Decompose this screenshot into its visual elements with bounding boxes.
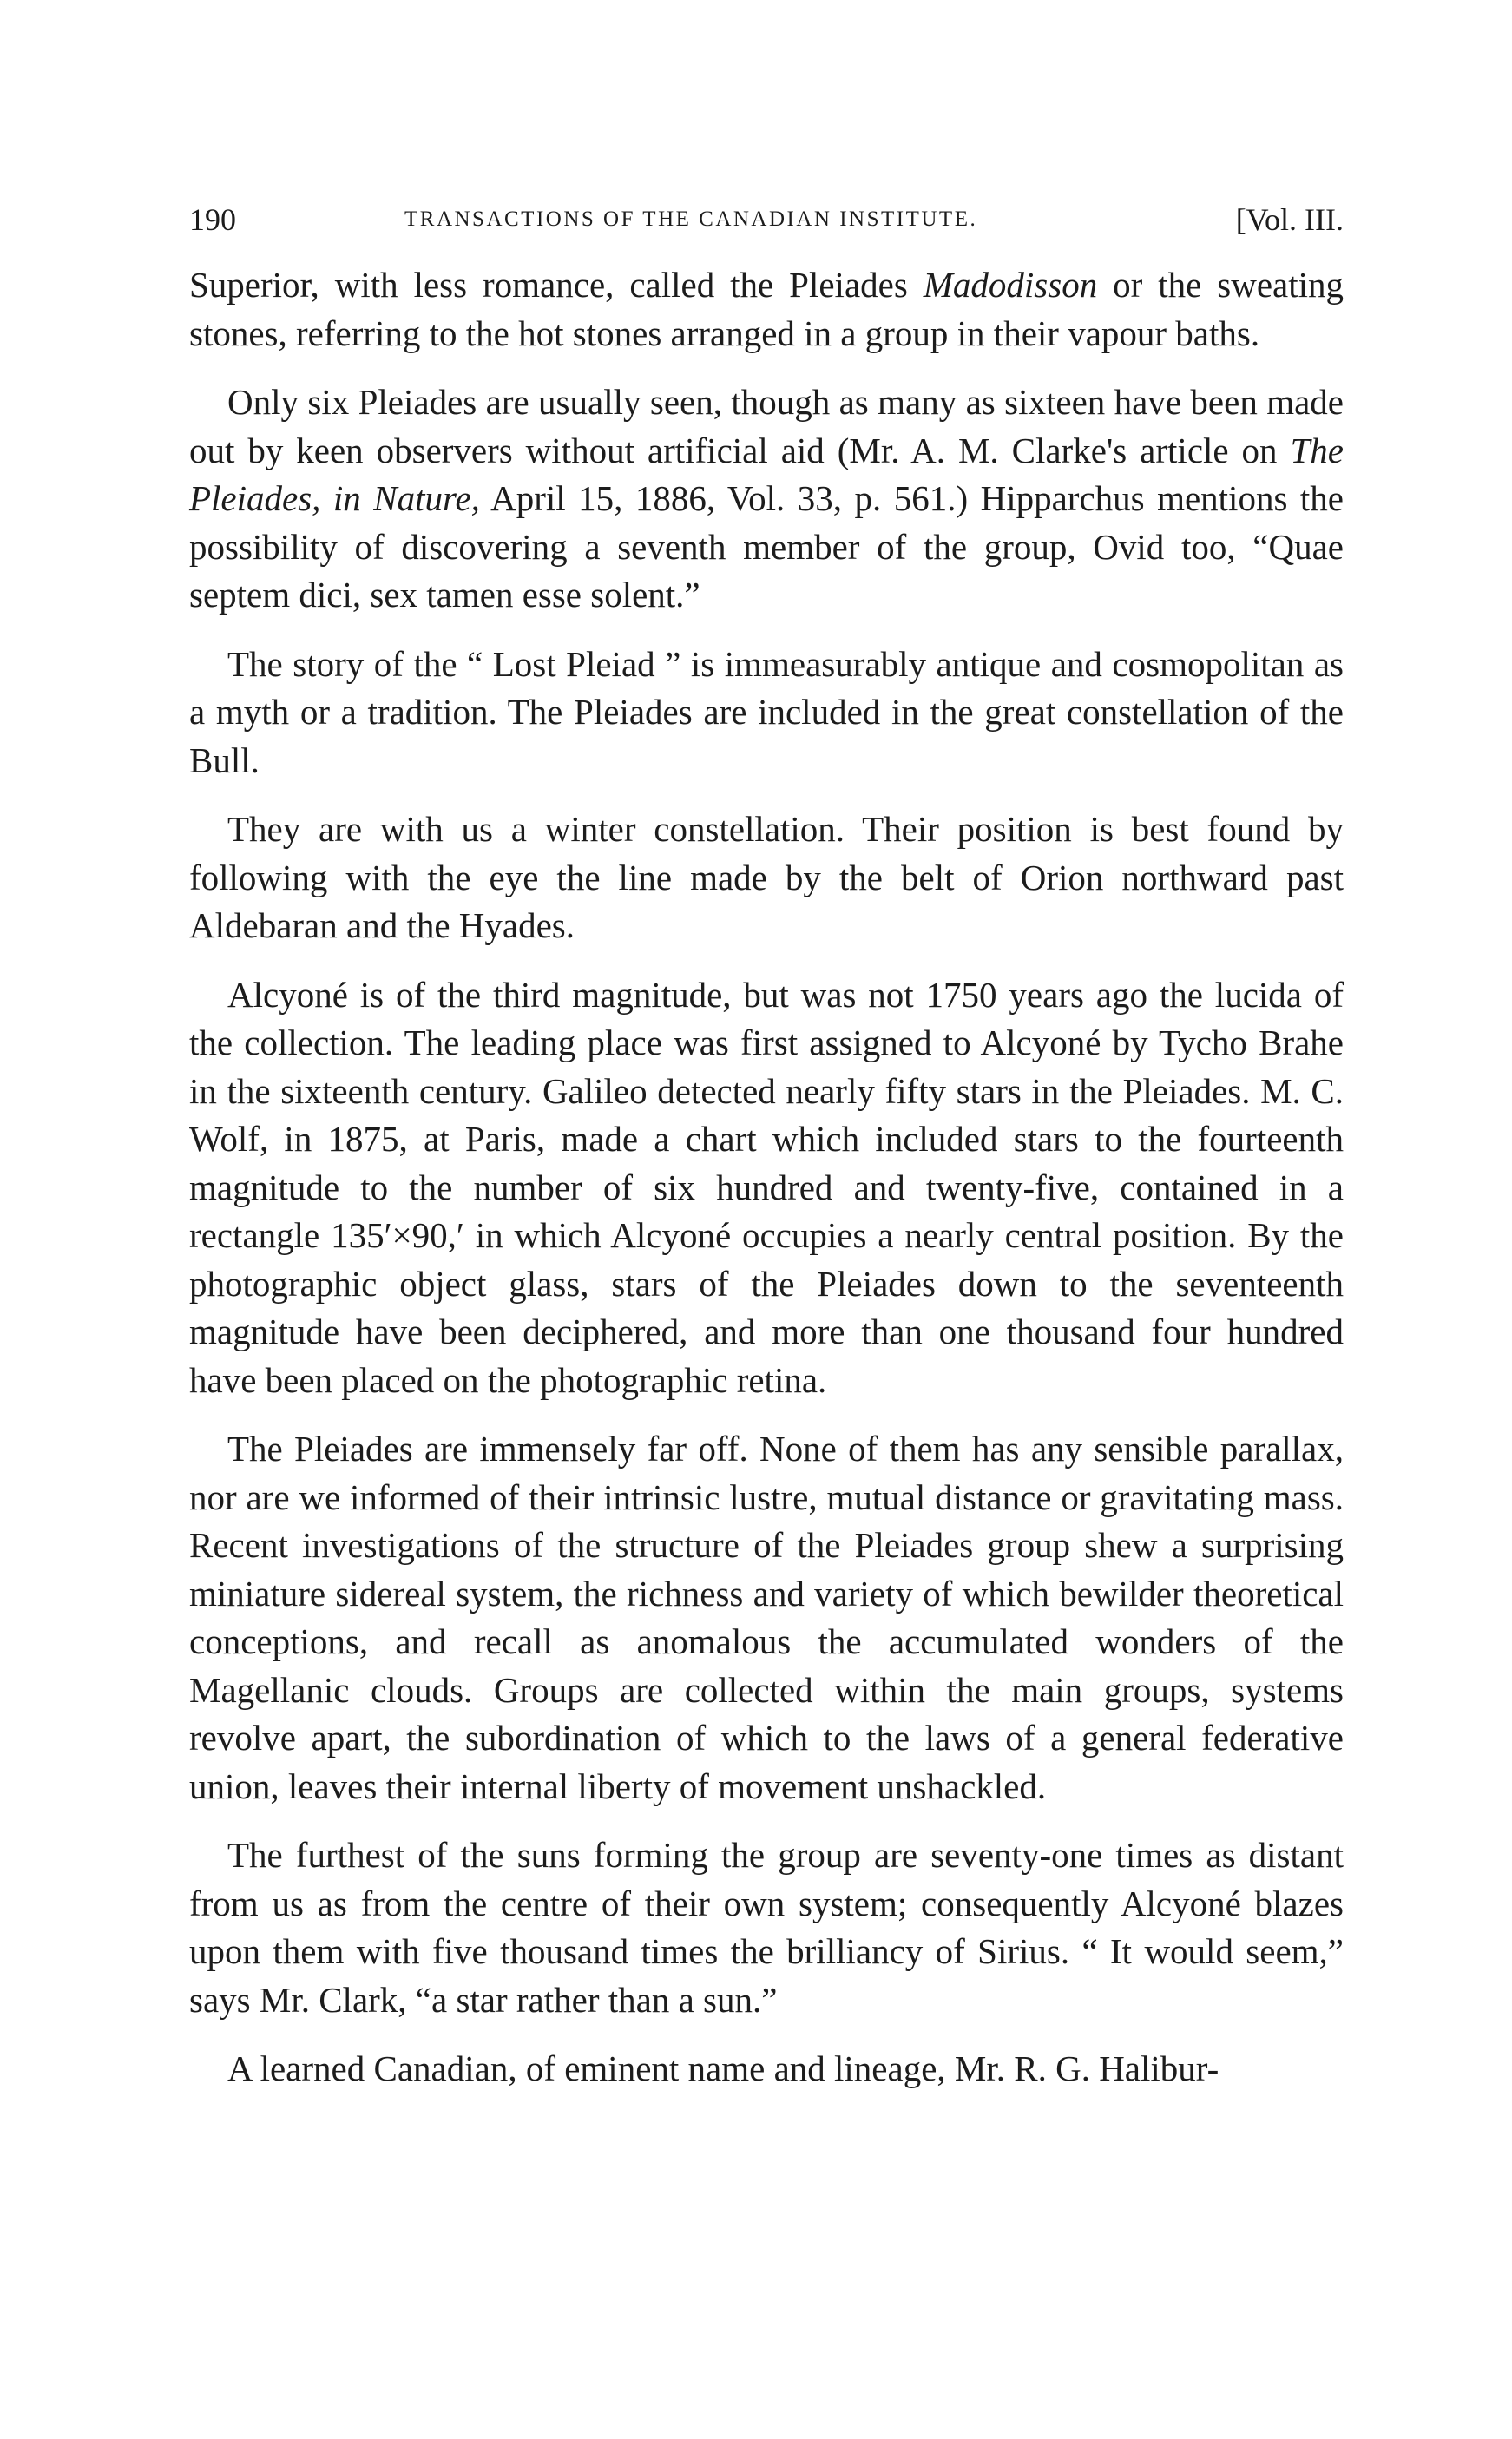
journal-title: TRANSACTIONS OF THE CANADIAN INSTITUTE. — [404, 207, 978, 231]
paragraph-2-text-a: Only six Pleiades are usually seen, though as many as sixteen have been made out by keen observers without artificial aid (Mr. A. M. Clarke's article on — [189, 382, 1344, 470]
paragraph-3: The story of the “ Lost Pleiad ” is immeasurably antique and cosmopolitan as a myth or a tradition. The Pleiades are included in the great constellation of the Bull. — [189, 643, 1344, 780]
paragraph-2-italic: The Pleiades, in Nature, — [189, 430, 1344, 518]
paragraph-8: A learned Canadian, of eminent name and lineage, Mr. R. G. Halibur- — [227, 2048, 1219, 2088]
paragraph-2-text-c: April 15, 1886, Vol. 33, p. 561.) Hipparchus mentions the possibility of discovering a seventh member of the group, Ovid too, “Quae septem dici, sex tamen esse solent.” — [189, 478, 1344, 615]
paragraph-1-text-a: Superior, with less romance, called the Pleiades — [189, 265, 924, 305]
document-page — [189, 195, 1344, 2114]
running-head — [189, 195, 1344, 244]
page-number: 190 — [189, 202, 236, 237]
paragraph-4: They are with us a winter constellation. Their position is best found by following with the eye the line made by the belt of Orion northward past Aldebaran and the Hyades. — [189, 809, 1344, 945]
paragraph-5: Alcyoné is of the third magnitude, but was not 1750 years ago the lucida of the collection. The leading place was first assigned to Alcyoné by Tycho Brahe in the sixteenth century. Galileo detected nearly fifty stars in the Pleiades. M. C. Wolf, in 1875, at Paris, made a chart which included stars to the fourteenth magnitude to the number of six hundred and twenty-five, contained in a rectangle 135′×90,′ in which Alcyoné occupies a nearly central position. By the photographic object glass, stars of the Pleiades down to the seventeenth magnitude have been deciphered, and more than one thousand four hundred have been placed on the photographic retina. — [189, 974, 1344, 1400]
paragraph-1-italic: Madodisson — [923, 265, 1098, 305]
volume-label: [Vol. III. — [1235, 202, 1344, 237]
paragraph-6: The Pleiades are immensely far off. None of them has any sensible parallax, nor are we informed of their intrinsic lustre, mutual distance or gravitating mass. Recent investigations of the structure of the Pleiades group shew a surprising miniature sidereal system, the richness and variety of which bewilder theoretical conceptions, and recall as anomalous the accumulated wonders of the Magellanic clouds. Groups are collected within the main groups, systems revolve apart, the subordination of which to the laws of a general federative union, leaves their internal liberty of movement unshackled. — [189, 1429, 1344, 1806]
paragraph-1-text-c: or the sweating stones, referring to the hot stones arranged in a group in their vapour baths. — [189, 265, 1344, 353]
body-text — [189, 261, 1344, 2094]
paragraph-7: The furthest of the suns forming the group are seventy-one times as distant from us as from the centre of their own system; consequently Alcyoné blazes upon them with five thousand times the brilliancy of Sirius. “ It would seem,” says Mr. Clark, “a star rather than a sun.” — [189, 1835, 1344, 2020]
paragraph-1 — [189, 261, 1344, 358]
paragraph-2 — [189, 378, 1344, 620]
